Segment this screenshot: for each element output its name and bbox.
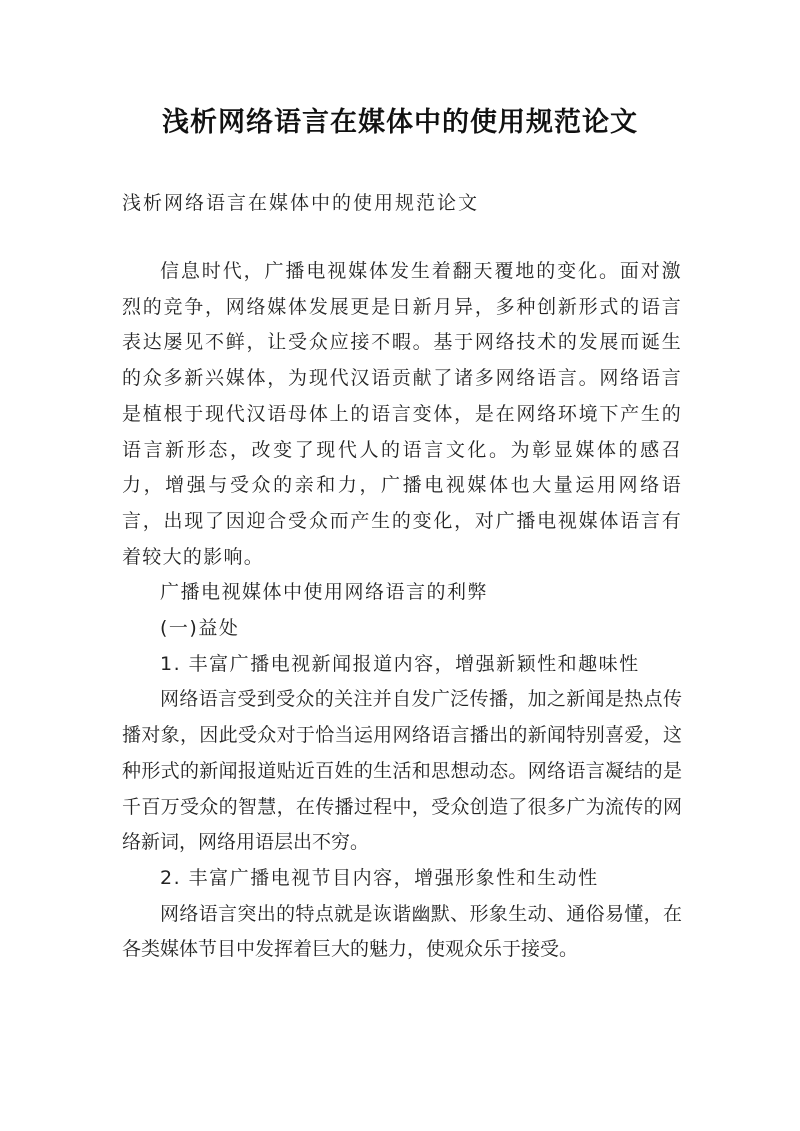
document-body bbox=[122, 254, 682, 968]
body-paragraph: 网络语言受到受众的关注并自发广泛传播，加之新闻是热点传播对象，因此受众对于恰当运用网络语言播出的新闻特别喜爱，这种形式的新闻报道贴近百姓的生活和思想动态。网络语言凝结的是千百万受众的智慧，在传播过程中，受众创造了很多广为流传的网络新词，网络用语层出不穷。 bbox=[122, 688, 682, 854]
section-heading: 1. 丰富广播电视新闻报道内容，增强新颖性和趣味性 bbox=[160, 652, 640, 675]
document-subtitle: 浅析网络语言在媒体中的使用规范论文 bbox=[122, 192, 480, 214]
section-heading: 广播电视媒体中使用网络语言的利弊 bbox=[160, 581, 489, 604]
section-heading: (一)益处 bbox=[160, 617, 240, 640]
body-paragraph: 信息时代，广播电视媒体发生着翻天覆地的变化。面对激烈的竞争，网络媒体发展更是日新月异，多种创新形式的语言表达屡见不鲜，让受众应接不暇。基于网络技术的发展而诞生的众多新兴媒体，为现代汉语贡献了诸多网络语言。网络语言是植根于现代汉语母体上的语言变体，是在网络环境下产生的语言新形态，改变了现代人的语言文化。为彰显媒体的感召力，增强与受众的亲和力，广播电视媒体也大量运用网络语言，出现了因迎合受众而产生的变化，对广播电视媒体语言有着较大的影响。 bbox=[122, 260, 682, 568]
document-title: 浅析网络语言在媒体中的使用规范论文 bbox=[162, 107, 638, 138]
body-paragraph: 网络语言突出的特点就是诙谐幽默、形象生动、通俗易懂，在各类媒体节目中发挥着巨大的魅力，使观众乐于接受。 bbox=[122, 902, 682, 961]
section-heading: 2. 丰富广播电视节目内容，增强形象性和生动性 bbox=[160, 866, 599, 889]
